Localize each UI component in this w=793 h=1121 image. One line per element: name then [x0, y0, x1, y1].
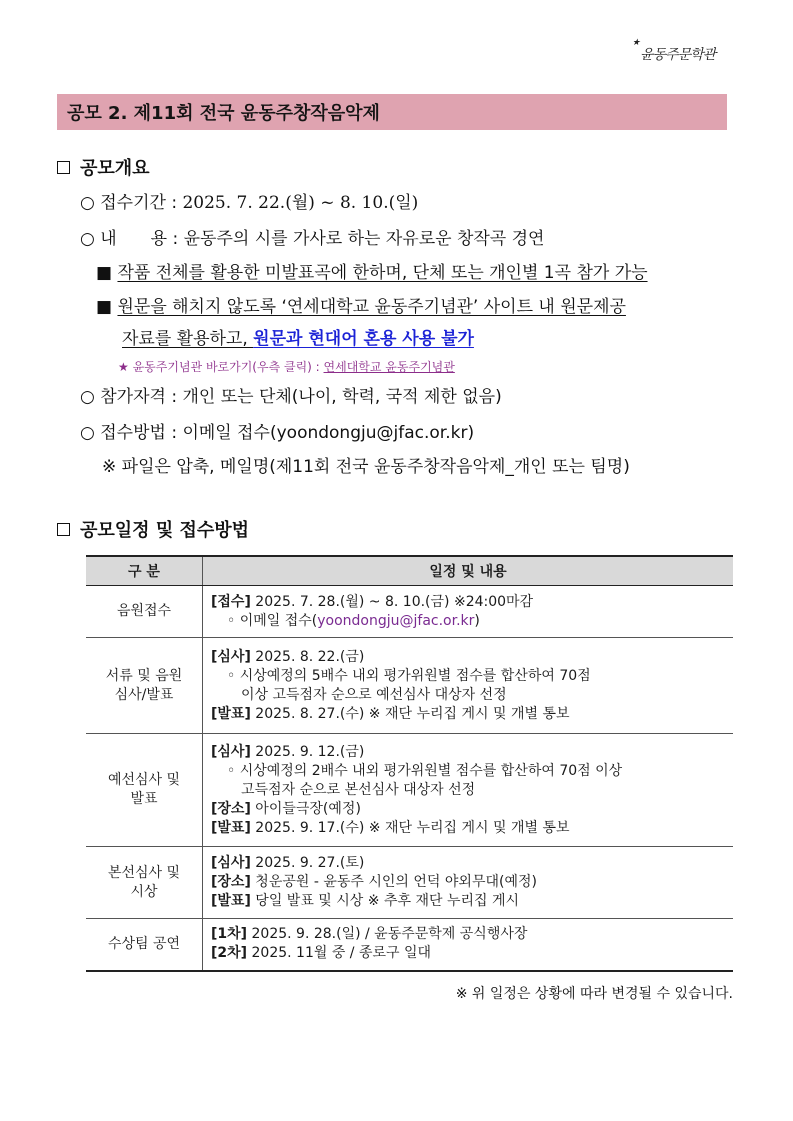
- tag: [장소]: [211, 874, 251, 890]
- tag: [발표]: [211, 705, 251, 722]
- eligibility-line: ○ 참가자격 : 개인 또는 단체(나이, 학력, 국적 제한 없음): [80, 387, 502, 407]
- bullet-2-text: 원문을 해치지 않도록 ‘연세대학교 윤동주기념관’ 사이트 내 원문제공: [117, 297, 626, 317]
- row-text: 2025. 8. 27.(수) ※ 재단 누리집 게시 및 개별 통보: [250, 705, 570, 722]
- bullet-1-text: 작품 전체를 활용한 미발표곡에 한하며, 단체 또는 개인별 1곡 참가 가능: [117, 263, 648, 283]
- period-line: [80, 188, 418, 213]
- tag: [발표]: [211, 819, 251, 836]
- row-text: ◦ 이메일 접수(: [227, 612, 318, 629]
- table-row: [86, 586, 733, 638]
- tag: [심사]: [211, 743, 251, 760]
- row-label: [86, 638, 203, 734]
- logo: [632, 38, 742, 68]
- row-text: ◦ 시상예정의 5배수 내외 평가위원별 점수를 합산하여 70점: [227, 667, 591, 684]
- row-text: 2025. 11월 중 / 종로구 일대: [247, 945, 432, 962]
- table-row: [86, 919, 733, 971]
- checkbox-square-icon: [57, 161, 70, 174]
- row-content: [203, 734, 734, 847]
- tag: [2차]: [211, 945, 248, 962]
- row-text: 2025. 7. 28.(월) ~ 8. 10.(금) ※24:00마감: [250, 593, 534, 610]
- logo-star-icon: ★: [632, 38, 641, 48]
- schedule-table: [86, 555, 733, 972]
- bullet-line-1: [96, 258, 648, 283]
- row-text: ): [474, 612, 480, 629]
- row-label-line: 서류 및 음원: [105, 667, 183, 684]
- square-bullet-icon: ■: [96, 297, 118, 317]
- bullet-2-emphasis: 원문과 현대어 혼용 사용 불가: [253, 329, 474, 349]
- logo-text: 윤동주문학관: [640, 47, 716, 63]
- table-row: [86, 847, 733, 919]
- row-content: [203, 638, 734, 734]
- schedule-heading-text: 공모일정 및 접수방법: [80, 520, 250, 541]
- row-label-line: 시상: [130, 883, 158, 900]
- row-text: 아이들극장(예정): [250, 800, 361, 817]
- row-content: [203, 586, 734, 638]
- period-label: ○ 접수기간 :: [80, 193, 183, 213]
- row-text: 2025. 9. 28.(일) / 윤동주문학제 공식행사장: [247, 926, 528, 943]
- period-value: 2025. 7. 22.(월) ~ 8. 10.(일): [182, 193, 419, 213]
- row-label: 수상팀 공연: [86, 919, 203, 971]
- row-text: 2025. 9. 27.(토): [250, 855, 365, 871]
- row-text: 2025. 9. 12.(금): [250, 743, 365, 760]
- tag: [1차]: [211, 926, 248, 943]
- row-label-line: 심사/발표: [114, 686, 174, 703]
- email-link[interactable]: yoondongju@jfac.or.kr: [317, 612, 475, 629]
- column-header-category: 구 분: [86, 556, 203, 586]
- row-label-line: 본선심사 및: [107, 864, 181, 881]
- row-content: [203, 847, 734, 919]
- row-label: 음원접수: [86, 586, 203, 638]
- tag: [접수]: [211, 593, 251, 610]
- row-text: 고득점자 순으로 본선심사 대상자 선정: [241, 781, 476, 798]
- tag: [발표]: [211, 893, 251, 909]
- row-text: ◦ 시상예정의 2배수 내외 평가위원별 점수를 합산하여 70점 이상: [227, 762, 623, 779]
- overview-heading-text: 공모개요: [80, 158, 150, 179]
- row-label: [86, 734, 203, 847]
- page-title: 공모 2. 제11회 전국 윤동주창작음악제: [67, 103, 380, 124]
- schedule-heading: [57, 516, 249, 542]
- row-content: [203, 919, 734, 971]
- overview-heading: [57, 154, 150, 180]
- schedule-footnote: ※ 위 일정은 상황에 따라 변경될 수 있습니다.: [455, 986, 733, 1002]
- row-text: 당일 발표 및 시상 ※ 추후 재단 누리집 게시: [250, 893, 520, 909]
- table-header-row: [86, 556, 733, 586]
- row-text: 2025. 8. 22.(금): [250, 648, 365, 665]
- title-bar: [57, 94, 727, 130]
- memorial-link[interactable]: 연세대학교 윤동주기념관: [323, 360, 455, 374]
- bullet-line-2: [96, 292, 626, 317]
- link-note-label: ★ 윤동주기념관 바로가기(우측 클릭) :: [118, 360, 324, 374]
- table-row: [86, 638, 733, 734]
- table-row: [86, 734, 733, 847]
- row-text: 2025. 9. 17.(수) ※ 재단 누리집 게시 및 개별 통보: [250, 819, 570, 836]
- file-note-line: ※ 파일은 압축, 메일명(제11회 전국 윤동주창작음악제_개인 또는 팀명): [102, 457, 630, 477]
- checkbox-square-icon: [57, 523, 70, 536]
- column-header-details: 일정 및 내용: [203, 556, 734, 586]
- link-note: [118, 358, 455, 375]
- tag: [장소]: [211, 800, 251, 817]
- tag: [심사]: [211, 648, 251, 665]
- method-line: ○ 접수방법 : 이메일 접수(yoondongju@jfac.or.kr): [80, 423, 475, 443]
- row-text: 청운공원 - 윤동주 시인의 언덕 야외무대(예정): [250, 874, 537, 890]
- row-text: 이상 고득점자 순으로 예선심사 대상자 선정: [241, 686, 507, 703]
- bullet-line-2-cont: [122, 324, 474, 349]
- content-line: ○ 내 용 : 윤동주의 시를 가사로 하는 자유로운 창작곡 경연: [80, 229, 545, 249]
- tag: [심사]: [211, 855, 251, 871]
- bullet-2-cont-text: 자료를 활용하고,: [122, 329, 254, 349]
- row-label-line: 예선심사 및: [107, 772, 181, 788]
- row-label-line: 발표: [130, 791, 158, 807]
- row-label: [86, 847, 203, 919]
- square-bullet-icon: ■: [96, 263, 118, 283]
